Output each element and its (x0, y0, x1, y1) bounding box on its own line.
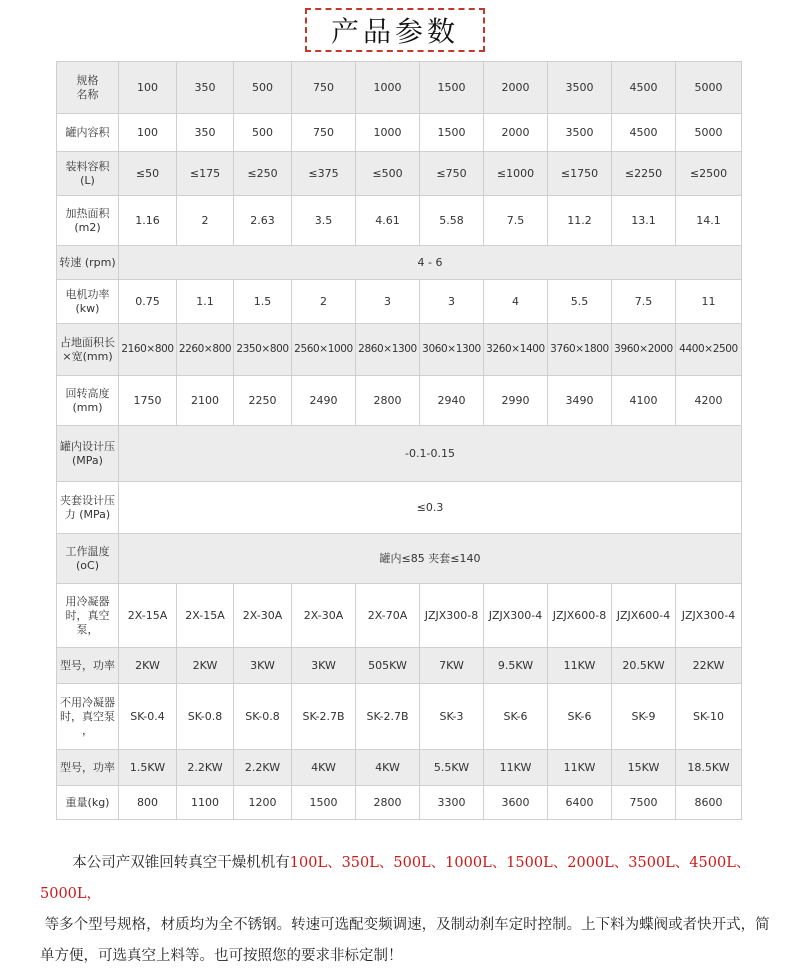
table-cell: 2860×1300 (356, 324, 420, 376)
table-cell: 505KW (356, 648, 420, 684)
table-cell: 4500 (612, 114, 676, 152)
table-row (57, 280, 742, 324)
table-cell: 3300 (420, 786, 484, 820)
table-cell: 500 (234, 114, 292, 152)
table-row (57, 196, 742, 246)
table-cell: 4.61 (356, 196, 420, 246)
row-label: 不用冷凝器 时，真空泵 ， (57, 684, 119, 750)
table-cell: 2800 (356, 786, 420, 820)
row-merged-value: ≤0.3 (119, 482, 742, 534)
row-label: 夹套设计压 力 (MPa) (57, 482, 119, 534)
table-cell: 4400×2500 (676, 324, 742, 376)
table-cell: JZJX600-8 (548, 584, 612, 648)
table-cell: 2800 (356, 376, 420, 426)
table-cell: 2490 (292, 376, 356, 426)
row-label: 重量(kg) (57, 786, 119, 820)
row-label: 规格 名称 (57, 62, 119, 114)
table-row (57, 482, 742, 534)
table-cell: 11KW (548, 750, 612, 786)
row-label: 罐内设计压 (MPa) (57, 426, 119, 482)
table-cell: 11 (676, 280, 742, 324)
table-cell: 3490 (548, 376, 612, 426)
row-merged-value: 罐内≤85 夹套≤140 (119, 534, 742, 584)
row-label: 型号，功率 (57, 648, 119, 684)
table-row (57, 648, 742, 684)
table-cell: 7KW (420, 648, 484, 684)
table-cell: 2KW (177, 648, 234, 684)
spec-table-body (57, 62, 742, 820)
table-cell: 1.1 (177, 280, 234, 324)
table-cell: 4KW (356, 750, 420, 786)
table-cell: SK-3 (420, 684, 484, 750)
table-cell: 750 (292, 114, 356, 152)
table-cell: 2X-15A (119, 584, 177, 648)
table-cell: 3500 (548, 114, 612, 152)
table-cell: 1.5 (234, 280, 292, 324)
table-row (57, 684, 742, 750)
table-cell: 1200 (234, 786, 292, 820)
row-label: 电机功率 (kw) (57, 280, 119, 324)
spec-table (56, 61, 742, 820)
table-cell: 2160×800 (119, 324, 177, 376)
table-cell: 3500 (548, 62, 612, 114)
row-label: 罐内容积 (57, 114, 119, 152)
table-cell: 2990 (484, 376, 548, 426)
table-cell: 500 (234, 62, 292, 114)
table-cell: 2X-70A (356, 584, 420, 648)
table-cell: SK-2.7B (356, 684, 420, 750)
table-cell: 3760×1800 (548, 324, 612, 376)
table-cell: 2.2KW (234, 750, 292, 786)
table-cell: 2260×800 (177, 324, 234, 376)
row-label: 占地面积长 ×宽(mm) (57, 324, 119, 376)
table-cell: ≤1750 (548, 152, 612, 196)
row-label: 用冷凝器 时，真空 泵， (57, 584, 119, 648)
table-cell: 4KW (292, 750, 356, 786)
table-cell: 2000 (484, 114, 548, 152)
table-cell: SK-2.7B (292, 684, 356, 750)
table-cell: 350 (177, 62, 234, 114)
table-cell: 7.5 (612, 280, 676, 324)
table-row (57, 246, 742, 280)
table-cell: 20.5KW (612, 648, 676, 684)
table-cell: 800 (119, 786, 177, 820)
table-cell: JZJX300-4 (676, 584, 742, 648)
table-cell: 3.5 (292, 196, 356, 246)
table-cell: 3960×2000 (612, 324, 676, 376)
table-cell: 1.16 (119, 196, 177, 246)
table-cell: 13.1 (612, 196, 676, 246)
table-row (57, 114, 742, 152)
table-cell: JZJX300-4 (484, 584, 548, 648)
table-cell: 1500 (420, 114, 484, 152)
row-label: 装料容积 (L) (57, 152, 119, 196)
table-cell: ≤175 (177, 152, 234, 196)
table-cell: 3 (420, 280, 484, 324)
table-cell: 11.2 (548, 196, 612, 246)
table-row (57, 750, 742, 786)
table-cell: 4200 (676, 376, 742, 426)
description-paragraph (40, 848, 770, 972)
description-highlight: 100L、350L、500L、1000L、1500L、2000L、3500L、4500L、5000L， (40, 855, 751, 902)
table-cell: ≤375 (292, 152, 356, 196)
table-cell: 2000 (484, 62, 548, 114)
table-cell: ≤750 (420, 152, 484, 196)
table-cell: 2100 (177, 376, 234, 426)
table-cell: 1500 (420, 62, 484, 114)
table-cell: 3600 (484, 786, 548, 820)
table-cell: 11KW (548, 648, 612, 684)
page-title: 产品参数 (330, 15, 459, 48)
row-label: 加热面积 (m2) (57, 196, 119, 246)
table-cell: 3 (356, 280, 420, 324)
table-row (57, 584, 742, 648)
table-cell: ≤500 (356, 152, 420, 196)
table-cell: 1000 (356, 114, 420, 152)
table-cell: 18.5KW (676, 750, 742, 786)
table-row (57, 152, 742, 196)
table-cell: 2250 (234, 376, 292, 426)
description-rest: 等多个型号规格，材质均为全不锈钢。转速可选配变频调速，及制动刹车定时控制。上下料为蝶阀或者快开式，简单方便，可选真空上料等。也可按照您的要求非标定制！ (40, 917, 770, 964)
table-cell: 5000 (676, 114, 742, 152)
table-cell: SK-6 (484, 684, 548, 750)
table-cell: ≤2250 (612, 152, 676, 196)
table-cell: ≤50 (119, 152, 177, 196)
row-label: 工作温度 (oC) (57, 534, 119, 584)
table-cell: 5.58 (420, 196, 484, 246)
table-cell: 2940 (420, 376, 484, 426)
table-cell: 750 (292, 62, 356, 114)
table-cell: 2X-15A (177, 584, 234, 648)
table-cell: 2.63 (234, 196, 292, 246)
table-cell: ≤250 (234, 152, 292, 196)
table-cell: 1000 (356, 62, 420, 114)
table-cell: 5000 (676, 62, 742, 114)
table-cell: 2X-30A (234, 584, 292, 648)
table-cell: 7.5 (484, 196, 548, 246)
table-cell: 5.5 (548, 280, 612, 324)
row-label: 转速 (rpm) (57, 246, 119, 280)
table-cell: 3260×1400 (484, 324, 548, 376)
row-merged-value: 4 - 6 (119, 246, 742, 280)
description-lead: 本公司产双锥回转真空干燥机机有 (72, 855, 290, 871)
table-cell: 6400 (548, 786, 612, 820)
row-label: 回转高度 (mm) (57, 376, 119, 426)
table-row (57, 376, 742, 426)
table-cell: SK-6 (548, 684, 612, 750)
table-cell: 4500 (612, 62, 676, 114)
table-cell: 2.2KW (177, 750, 234, 786)
table-cell: ≤1000 (484, 152, 548, 196)
table-cell: JZJX600-4 (612, 584, 676, 648)
table-cell: JZJX300-8 (420, 584, 484, 648)
row-merged-value: -0.1-0.15 (119, 426, 742, 482)
table-cell: 22KW (676, 648, 742, 684)
table-row (57, 786, 742, 820)
table-cell: 2X-30A (292, 584, 356, 648)
table-cell: 8600 (676, 786, 742, 820)
table-cell: 15KW (612, 750, 676, 786)
title-box (305, 8, 485, 52)
table-cell: 0.75 (119, 280, 177, 324)
table-cell: 4100 (612, 376, 676, 426)
table-cell: 2KW (119, 648, 177, 684)
table-row (57, 426, 742, 482)
table-cell: 7500 (612, 786, 676, 820)
table-cell: 5.5KW (420, 750, 484, 786)
table-cell: 4 (484, 280, 548, 324)
table-cell: SK-10 (676, 684, 742, 750)
table-cell: 2560×1000 (292, 324, 356, 376)
table-cell: 2350×800 (234, 324, 292, 376)
table-row (57, 534, 742, 584)
table-cell: 3KW (292, 648, 356, 684)
table-cell: ≤2500 (676, 152, 742, 196)
table-cell: 3KW (234, 648, 292, 684)
table-cell: 9.5KW (484, 648, 548, 684)
table-cell: 11KW (484, 750, 548, 786)
table-cell: 1750 (119, 376, 177, 426)
row-label: 型号，功率 (57, 750, 119, 786)
table-cell: 100 (119, 114, 177, 152)
table-cell: 1100 (177, 786, 234, 820)
table-cell: SK-0.4 (119, 684, 177, 750)
table-cell: 14.1 (676, 196, 742, 246)
table-cell: 350 (177, 114, 234, 152)
table-cell: 1.5KW (119, 750, 177, 786)
table-cell: 100 (119, 62, 177, 114)
table-cell: 3060×1300 (420, 324, 484, 376)
table-cell: 2 (177, 196, 234, 246)
table-cell: SK-9 (612, 684, 676, 750)
table-row (57, 62, 742, 114)
table-cell: SK-0.8 (177, 684, 234, 750)
table-cell: 2 (292, 280, 356, 324)
table-cell: 1500 (292, 786, 356, 820)
table-cell: SK-0.8 (234, 684, 292, 750)
table-row (57, 324, 742, 376)
